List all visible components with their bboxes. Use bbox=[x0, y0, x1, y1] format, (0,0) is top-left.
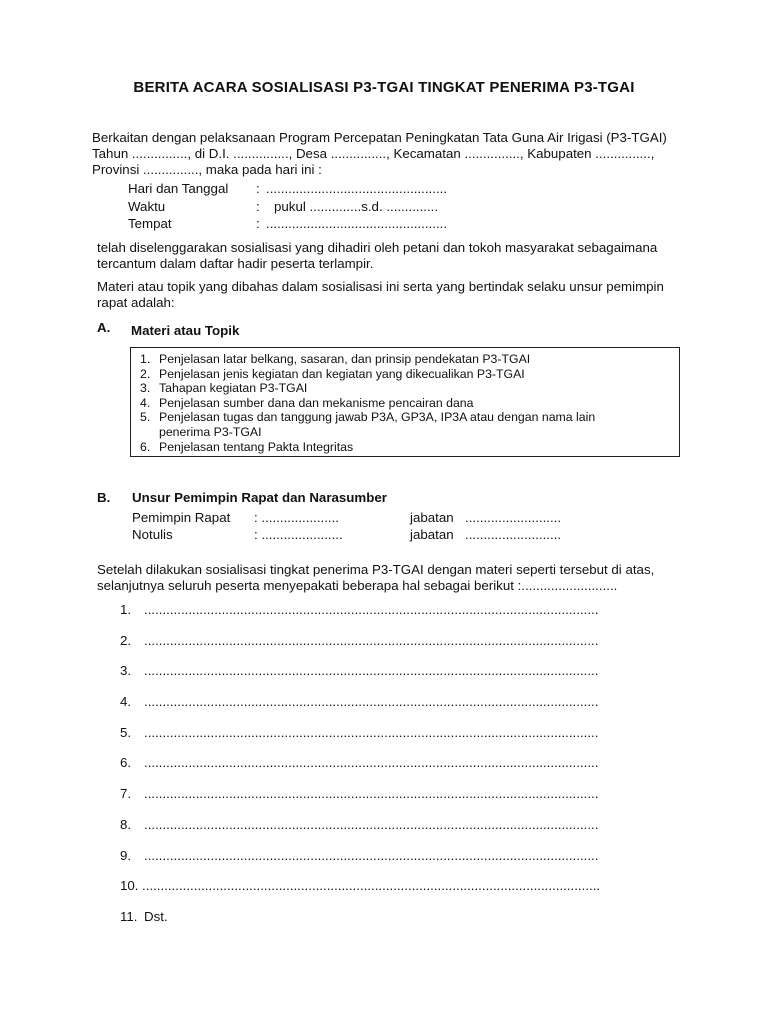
paragraph-line: Materi atau topik yang dibahas dalam sosialisasi ini serta yang bertindak selaku unsur pemimpin bbox=[97, 279, 664, 294]
detail-label: Tempat bbox=[128, 216, 172, 231]
intro-line: Berkaitan dengan pelaksanaan Program Percepatan Peningkatan Tata Guna Air Irigasi (P3-TGAI) bbox=[92, 130, 667, 145]
agreement-blank: ........................................................................................................................... bbox=[144, 816, 599, 832]
paragraph-line: rapat adalah: bbox=[97, 294, 175, 310]
agreement-blank: ........................................................................................................................... bbox=[144, 663, 599, 679]
topic-text: Penjelasan tentang Pakta Integritas bbox=[159, 439, 354, 454]
role-colon-value bbox=[254, 527, 343, 543]
detail-value: ................................................. bbox=[266, 181, 448, 196]
section-b-letter: B. bbox=[97, 490, 111, 505]
topic-item bbox=[140, 367, 679, 382]
jabatan-value: .......................... bbox=[465, 510, 562, 525]
paragraph-line: selanjutnya seluruh peserta menyepakati beberapa hal sebagai berikut :.......................... bbox=[97, 577, 618, 593]
detail-label: Hari dan Tanggal bbox=[128, 181, 229, 196]
detail-value: ................................................. bbox=[266, 216, 448, 231]
topic-number: 3. bbox=[140, 381, 151, 396]
agreement-blank: ........................................................................................................................... bbox=[144, 694, 599, 710]
role-label: Notulis bbox=[132, 527, 173, 542]
topics-box bbox=[130, 347, 680, 457]
agreement-blank: ........................................................................................................................... bbox=[144, 632, 599, 648]
topic-number: 5. bbox=[140, 410, 151, 425]
jabatan-label: jabatan bbox=[410, 527, 454, 542]
agreement-number: 3. bbox=[120, 663, 132, 679]
intro-line: Provinsi ..............., maka pada hari ini : bbox=[92, 161, 322, 177]
detail-value: pukul ..............s.d. .............. bbox=[274, 198, 439, 214]
paragraph-line: tercantum dalam daftar hadir peserta terlampir. bbox=[97, 255, 374, 271]
detail-colon: : bbox=[256, 181, 260, 196]
topic-item bbox=[140, 381, 679, 396]
topic-text: Penjelasan jenis kegiatan dan kegiatan yang dikecualikan P3-TGAI bbox=[159, 366, 525, 381]
agreement-blank: ........................................................................................................................... bbox=[144, 786, 599, 802]
detail-colon: : bbox=[256, 216, 260, 231]
role-value: ..................... bbox=[261, 510, 339, 525]
topic-text-continued: penerima P3-TGAI bbox=[159, 424, 262, 439]
topic-number: 1. bbox=[140, 352, 151, 366]
topic-text: Tahapan kegiatan P3-TGAI bbox=[159, 381, 308, 396]
topic-item bbox=[140, 352, 679, 367]
topic-text: Penjelasan sumber dana dan mekanisme pencairan dana bbox=[159, 395, 474, 410]
agreement-number: 9. bbox=[120, 847, 132, 863]
jabatan-value: .......................... bbox=[465, 527, 562, 542]
paragraph-line: Setelah dilakukan sosialisasi tingkat penerima P3-TGAI dengan materi seperti tersebut di atas, bbox=[97, 562, 655, 577]
section-b-heading: Unsur Pemimpin Rapat dan Narasumber bbox=[132, 490, 387, 505]
topic-item bbox=[140, 440, 679, 455]
role-value: ...................... bbox=[261, 527, 343, 542]
agreement-number: 8. bbox=[120, 816, 132, 832]
agreement-blank: ........................................................................................................................... bbox=[144, 602, 599, 617]
topic-number: 2. bbox=[140, 366, 151, 381]
intro-paragraph bbox=[92, 130, 692, 178]
held-paragraph bbox=[97, 240, 717, 272]
role-label: Pemimpin Rapat bbox=[132, 510, 231, 525]
role-colon: : bbox=[254, 510, 258, 525]
agreement-number: 7. bbox=[120, 786, 132, 802]
paragraph-line: telah diselenggarakan sosialisasi yang dihadiri oleh petani dan tokoh masyarakat sebagaimana bbox=[97, 240, 658, 255]
topic-number: 6. bbox=[140, 439, 151, 454]
agreement-number: 5. bbox=[120, 724, 132, 740]
topic-item bbox=[140, 410, 679, 439]
topics-list bbox=[140, 352, 679, 454]
agreement-blank: ........................................................................................................................... bbox=[144, 847, 599, 863]
agreement-number: 4. bbox=[120, 694, 132, 710]
agreement-number: 11. bbox=[120, 908, 138, 924]
role-colon: : bbox=[254, 527, 258, 542]
section-a-letter: A. bbox=[97, 320, 111, 335]
jabatan-label: jabatan bbox=[410, 510, 454, 525]
agreement-blank: ........................................................................................................................... bbox=[144, 724, 599, 740]
detail-colon: : bbox=[256, 198, 260, 214]
role-colon-value bbox=[254, 510, 339, 526]
agreement-blank: ........................................................................................................................... bbox=[144, 755, 599, 771]
agreement-number: 10. bbox=[120, 878, 139, 894]
topic-text: Penjelasan latar belkang, sasaran, dan prinsip pendekatan P3-TGAI bbox=[159, 352, 531, 366]
agreement-number: 2. bbox=[120, 632, 132, 648]
section-a-heading: Materi atau Topik bbox=[131, 323, 240, 338]
detail-label: Waktu bbox=[128, 198, 166, 214]
topics-intro-paragraph bbox=[97, 279, 717, 311]
topic-text: Penjelasan tugas dan tanggung jawab P3A, GP3A, IP3A atau dengan nama lain bbox=[159, 410, 596, 425]
document-title: BERITA ACARA SOSIALISASI P3-TGAI TINGKAT PENERIMA P3-TGAI bbox=[133, 79, 635, 96]
agreement-blank: ............................................................................................................................ bbox=[142, 878, 601, 894]
intro-line: Tahun ..............., di D.I. ..............., Desa ..............., Kecamatan ..............., Kabupaten ..............., bbox=[92, 145, 655, 161]
agreement-intro-paragraph bbox=[97, 562, 717, 594]
topic-item bbox=[140, 396, 679, 411]
topic-number: 4. bbox=[140, 395, 151, 410]
agreement-number: 6. bbox=[120, 755, 132, 771]
agreement-number: 1. bbox=[120, 602, 132, 617]
agreement-etc: Dst. bbox=[144, 908, 168, 924]
